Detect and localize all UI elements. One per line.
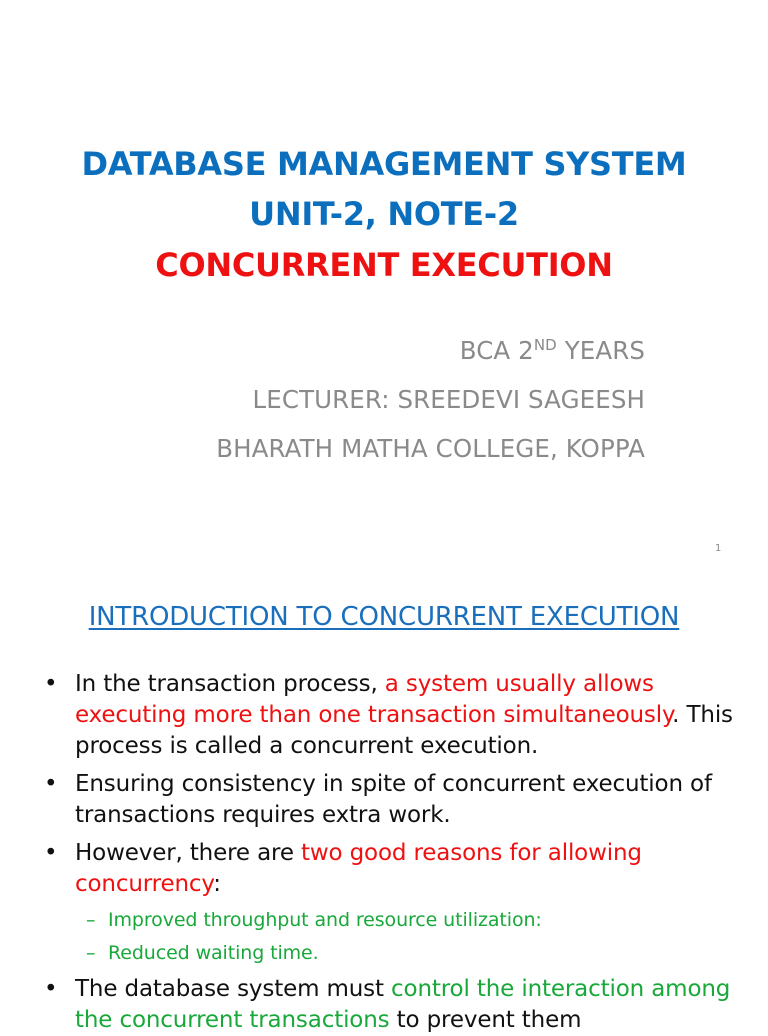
title-line-1: DATABASE MANAGEMENT SYSTEM — [81, 145, 687, 183]
bullet-text-highlight-red: two good reasons for allowing concurrency — [75, 840, 642, 897]
class-year-suffix: YEARS — [556, 336, 645, 365]
bullet-text-plain: . This process is called a concurrent execution. — [75, 702, 733, 759]
bullet-text-plain: to prevent them — [389, 1007, 582, 1033]
sub-bullet-item — [86, 907, 726, 933]
dash-marker: – — [86, 909, 96, 931]
bullet-text-highlight-green: control the interaction among the concurrent transactions — [75, 976, 731, 1033]
bullet-text-plain: In the transaction process, — [75, 671, 385, 697]
bullet-item — [44, 838, 734, 900]
subtitle-lecturer: LECTURER: SREEDEVI SAGEESH — [252, 385, 645, 414]
sub-bullet-text: Reduced waiting time. — [108, 942, 319, 964]
bullet-item — [44, 769, 734, 831]
dash-marker: – — [86, 942, 96, 964]
subtitle-class-year — [460, 336, 645, 365]
bullet-text: Ensuring consistency in spite of concurrent execution of transactions requires extra work. — [75, 771, 712, 828]
class-year-superscript: ND — [533, 336, 557, 354]
bullet-text — [75, 974, 734, 1036]
bullet-marker: • — [44, 671, 58, 697]
bullet-marker: • — [44, 840, 58, 866]
bullet-text-highlight-red: a system usually allows executing more than one transaction simultaneously — [75, 671, 673, 728]
bullet-item — [44, 974, 734, 1036]
title-line-2: UNIT-2, NOTE-2 — [249, 195, 519, 233]
bullet-marker: • — [44, 771, 58, 797]
bullet-text-plain: The database system must — [75, 976, 392, 1002]
sub-bullet-text: Improved throughput and resource utilization: — [108, 909, 542, 931]
class-year-text: BCA 2 — [459, 336, 534, 365]
slide-title: INTRODUCTION TO CONCURRENT EXECUTION — [88, 602, 680, 632]
bullet-text — [75, 669, 734, 762]
subtitle-college: BHARATH MATHA COLLEGE, KOPPA — [216, 434, 645, 463]
page-number: 1 — [715, 543, 722, 554]
bullet-marker: • — [44, 976, 58, 1002]
bullet-text — [75, 838, 734, 900]
bullet-text-plain: : — [213, 871, 221, 897]
content-slide — [0, 570, 768, 1033]
sub-bullet-item — [86, 940, 726, 966]
title-line-3: CONCURRENT EXECUTION — [155, 246, 613, 284]
bullet-item — [44, 669, 734, 762]
bullet-text-plain: However, there are — [75, 840, 301, 866]
